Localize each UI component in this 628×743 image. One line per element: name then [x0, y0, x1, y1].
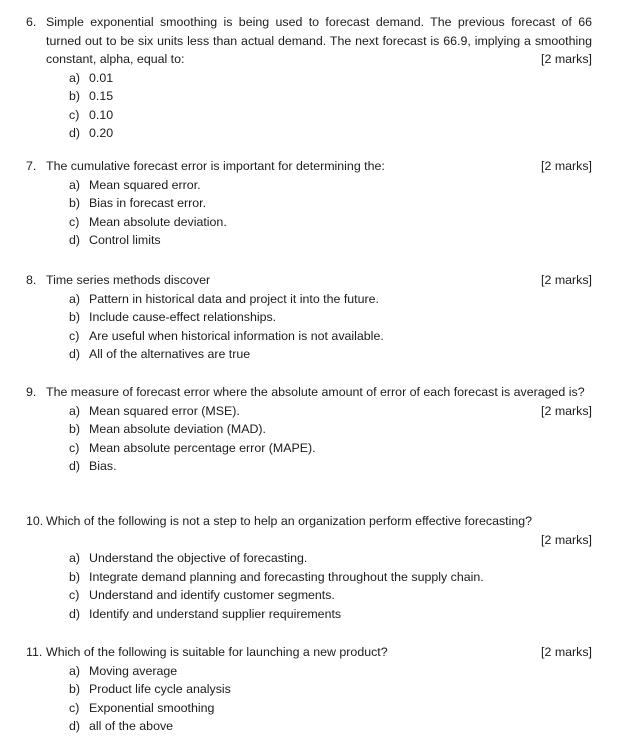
question-number: 8. [26, 273, 37, 287]
option-d [26, 124, 592, 143]
marks-label: [2 marks] [541, 645, 592, 659]
marks-label: [2 marks] [541, 273, 592, 287]
option-text: Bias. [89, 459, 117, 473]
option-text: Pattern in historical data and project it into the future. [89, 291, 379, 306]
option-letter: c) [69, 214, 80, 229]
question-text: Which of the following is suitable for launching a new product? [46, 645, 388, 659]
options-list [26, 402, 592, 476]
option-text: Product life cycle analysis [89, 682, 231, 696]
options-list [26, 290, 592, 364]
option-letter: d) [69, 126, 81, 140]
question-number: 9. [26, 385, 37, 399]
option-b [26, 568, 592, 587]
options-list [26, 69, 592, 143]
option-letter: c) [69, 440, 80, 455]
option-text: Exponential smoothing [89, 700, 215, 715]
option-text: 0.01 [89, 70, 114, 85]
option-a [26, 69, 592, 88]
question-text: Time series methods discover [46, 273, 211, 287]
option-c [26, 439, 592, 458]
option-b [26, 680, 592, 699]
option-b [26, 194, 592, 213]
option-b [26, 308, 592, 327]
option-letter: a) [69, 551, 81, 565]
option-letter: d) [69, 233, 81, 247]
option-text: all of the above [89, 719, 174, 733]
option-text: Are useful when historical information is not available. [89, 328, 384, 343]
question-text: Simple exponential smoothing is being used to forecast demand. The previous forecast of 66 turned out to be six units less than actual demand. The next forecast is 66.9, implying a smoothing constant, alpha, equal to: [46, 15, 592, 66]
options-list [26, 549, 592, 623]
option-text: Control limits [89, 233, 161, 247]
option-letter: b) [69, 89, 81, 103]
option-letter: a) [69, 403, 81, 418]
question-stem [26, 13, 592, 69]
option-letter: d) [69, 347, 81, 361]
option-d [26, 457, 592, 476]
option-a [26, 402, 592, 421]
option-text: Mean squared error. [89, 177, 201, 192]
option-text: Mean absolute percentage error (MAPE). [89, 440, 316, 455]
option-text: Understand and identify customer segments. [89, 588, 335, 602]
option-text: Moving average [89, 663, 178, 678]
option-letter: b) [69, 196, 81, 210]
marks-label: [2 marks] [541, 52, 592, 66]
question-text: The cumulative forecast error is important for determining the: [46, 159, 385, 173]
option-d [26, 717, 592, 736]
option-letter: a) [69, 70, 81, 85]
option-a [26, 662, 592, 681]
option-letter: b) [69, 569, 81, 584]
option-text: Mean squared error (MSE). [89, 403, 240, 418]
question-stem [26, 643, 592, 662]
question-11 [26, 643, 592, 736]
option-text: All of the alternatives are true [89, 347, 251, 361]
option-b [26, 87, 592, 106]
option-text: Integrate demand planning and forecasting throughout the supply chain. [89, 569, 484, 584]
option-c [26, 699, 592, 718]
option-c [26, 586, 592, 605]
option-d [26, 345, 592, 364]
option-letter: a) [69, 663, 81, 678]
question-number: 6. [26, 15, 37, 29]
option-a [26, 549, 592, 568]
question-stem [26, 271, 592, 290]
option-text: 0.20 [89, 126, 114, 140]
question-10 [26, 512, 592, 623]
marks-label: [2 marks] [541, 159, 592, 173]
option-text: Identify and understand supplier requirements [89, 606, 342, 621]
option-letter: a) [69, 177, 81, 192]
question-stem [26, 157, 592, 176]
option-text: Mean absolute deviation. [89, 214, 227, 229]
question-number: 10. [26, 514, 44, 528]
option-c [26, 106, 592, 125]
option-letter: d) [69, 459, 81, 473]
question-number: 11. [26, 645, 43, 659]
option-text: Mean absolute deviation (MAD). [89, 422, 266, 436]
option-c [26, 213, 592, 232]
option-letter: c) [69, 700, 80, 715]
question-text: The measure of forecast error where the absolute amount of error of each forecast is averaged is? [46, 385, 585, 399]
question-text: Which of the following is not a step to help an organization perform effective forecasting? [46, 514, 533, 528]
question-8 [26, 271, 592, 364]
option-letter: b) [69, 422, 81, 436]
question-7 [26, 157, 592, 250]
marks-label: [2 marks] [541, 532, 592, 547]
option-a [26, 176, 592, 195]
options-list [26, 176, 592, 250]
option-letter: c) [69, 107, 80, 122]
option-text: Bias in forecast error. [89, 196, 207, 210]
option-letter: d) [69, 606, 81, 621]
option-letter: c) [69, 328, 80, 343]
option-d [26, 231, 592, 250]
question-9 [26, 383, 592, 476]
option-c [26, 327, 592, 346]
question-stem [26, 512, 592, 531]
option-letter: c) [69, 588, 80, 602]
question-number: 7. [26, 159, 37, 173]
marks-label: [2 marks] [541, 403, 592, 418]
option-text: Understand the objective of forecasting. [89, 551, 308, 565]
option-letter: d) [69, 719, 81, 733]
option-letter: a) [69, 291, 81, 306]
option-letter: b) [69, 310, 81, 324]
options-list [26, 662, 592, 736]
option-a [26, 290, 592, 309]
option-d [26, 605, 592, 624]
option-text: Include cause-effect relationships. [89, 310, 277, 324]
option-text: 0.10 [89, 107, 114, 122]
option-b [26, 420, 592, 439]
question-6 [26, 13, 592, 143]
option-letter: b) [69, 682, 81, 696]
option-text: 0.15 [89, 89, 114, 103]
